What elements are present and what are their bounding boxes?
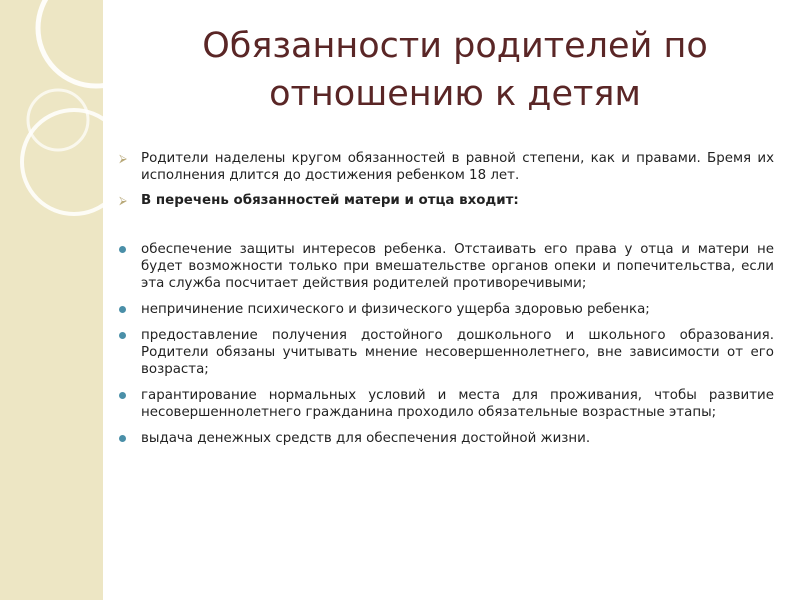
duty-list-item xyxy=(116,241,774,292)
duty-item-text: обеспечение защиты интересов ребенка. Отстаивать его права у отца и матери не будет возможности только при вмешательстве органов опеки и попечительства, если эта служба посчитает действия родителей противоречивыми; xyxy=(141,242,774,291)
title-line-1: Обязанности родителей по xyxy=(202,26,708,66)
arrow-item-text: В перечень обязанностей матери и отца входит: xyxy=(141,193,519,208)
arrow-item-text: Родители наделены кругом обязанностей в равной степени, как и правами. Бремя их исполнения длится до достижения ребенком 18 лет. xyxy=(141,151,774,183)
arrow-bullet-icon: ⮚ xyxy=(119,152,127,165)
decorative-side-panel xyxy=(0,0,103,600)
slide-body xyxy=(116,150,774,456)
slide-title xyxy=(140,22,770,118)
duty-item-text: гарантирование нормальных условий и места для проживания, чтобы развитие несовершеннолетнего гражданина проходило обязательные возрастные этапы; xyxy=(141,388,774,420)
duty-list-item xyxy=(116,327,774,378)
spacer xyxy=(116,217,774,241)
title-line-2: отношению к детям xyxy=(269,74,641,114)
duty-item-text: непричинение психического и физического ущерба здоровью ребенка; xyxy=(141,302,650,317)
duty-item-text: предоставление получения достойного дошкольного и школьного образования. Родители обязаны учитывать мнение несовершеннолетнего, вне зависимости от его возраста; xyxy=(141,328,774,377)
duty-list-item xyxy=(116,301,774,318)
duty-list-item xyxy=(116,430,774,447)
dot-bullet-icon xyxy=(119,246,126,253)
arrow-list-item xyxy=(116,192,774,209)
duty-item-text: выдача денежных средств для обеспечения достойной жизни. xyxy=(141,431,591,446)
duty-list-item xyxy=(116,387,774,421)
dot-bullet-icon xyxy=(119,306,126,313)
arrow-list-item xyxy=(116,150,774,184)
arrow-bullet-icon: ⮚ xyxy=(119,194,127,207)
dot-bullet-icon xyxy=(119,332,126,339)
decorative-rings-icon xyxy=(0,0,103,600)
dot-bullet-icon xyxy=(119,392,126,399)
dot-bullet-icon xyxy=(119,435,126,442)
